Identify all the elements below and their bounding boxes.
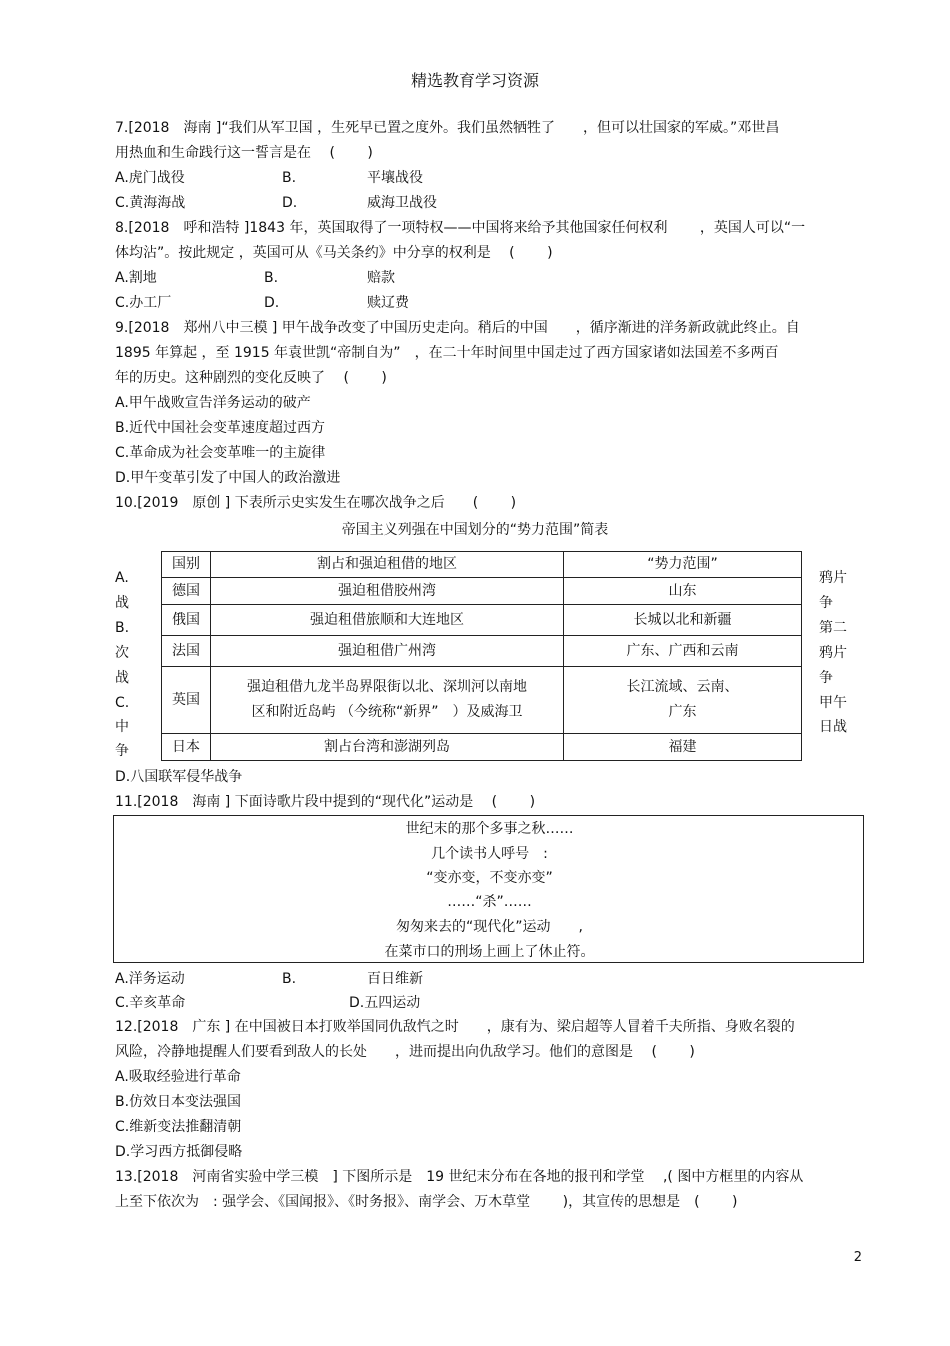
option-fragment: 战 [115, 670, 129, 686]
q9-option-a: A.甲午战败宣告洋务运动的破产 [115, 395, 311, 411]
country-cell: 日本 [162, 734, 211, 761]
territory-cell: 割占台湾和澎湖列岛 [211, 734, 564, 761]
table-header-cell: 割占和强迫租借的地区 [211, 552, 564, 578]
q12-option-d: D.学习西方抵御侵略 [115, 1144, 243, 1160]
q11-option-a: A.洋务运动 [115, 971, 185, 987]
sphere-cell: 福建 [564, 734, 802, 761]
q12-stem-line1: 12.[2018 广东 ] 在中国被日本打败举国同仇敌忾之时 ，康有为、梁启超等人冒着千夫所指、身败名裂的 [115, 1019, 795, 1035]
sphere-line: 长江流域、云南、 [626, 679, 739, 695]
q12-option-a: A.吸取经验进行革命 [115, 1069, 241, 1085]
option-fragment: 第二 [819, 620, 847, 636]
poem-line: 世纪末的那个多事之秋…… [405, 821, 574, 837]
sphere-cell: 山东 [564, 578, 802, 605]
q9-stem-line3: 年的历史。这种剧烈的变化反映了 ( ) [115, 370, 387, 386]
q13-stem-line1: 13.[2018 河南省实验中学三模 ] 下图所示是 19 世纪末分布在各地的报刊和学堂 ,( 图中方框里的内容从 [115, 1169, 804, 1185]
table-row [162, 605, 802, 636]
option-fragment: 次 [115, 645, 129, 661]
option-fragment: 争 [819, 595, 833, 611]
territory-cell: 强迫租借广州湾 [211, 636, 564, 667]
option-fragment: 争 [115, 743, 129, 759]
option-fragment: C. [115, 695, 130, 711]
q8-option-b-letter: B. [264, 270, 279, 286]
territory-cell: 强迫租借胶州湾 [211, 578, 564, 605]
sphere-cell: 长城以北和新疆 [564, 605, 802, 636]
q8-stem-line2: 体均沾”。按此规定 ，英国可从《马关条约》中分享的权利是 ( ) [115, 245, 553, 261]
table-row [162, 578, 802, 605]
q7-option-d: 威海卫战役 [367, 195, 437, 211]
q9-stem-line2: 1895 年算起 ，至 1915 年袁世凯“帝制自为” ，在二十年时间里中国走过了西方国家诸如法国差不多两百 [115, 345, 779, 361]
q11-option-b-letter: B. [282, 971, 297, 987]
table-row [162, 667, 802, 734]
q12-stem-line2: 风险，冷静地提醒人们要看到敌人的长处 ，进而提出向仇敌学习。他们的意图是 ( ) [115, 1044, 695, 1060]
territory-line: 区和附近岛屿 （今统称“新界” ）及威海卫 [251, 704, 523, 720]
q7-option-c: C.黄海海战 [115, 195, 186, 211]
sphere-cell [564, 667, 802, 734]
table-row [162, 734, 802, 761]
q10-option-d: D.八国联军侵华战争 [115, 769, 243, 785]
q7-option-b-letter: B. [282, 170, 297, 186]
q12-option-c: C.维新变法推翻清朝 [115, 1119, 242, 1135]
option-fragment: 争 [819, 670, 833, 686]
page-number: 2 [853, 1250, 862, 1265]
q8-stem-line1: 8.[2018 呼和浩特 ]1843 年，英国取得了一项特权——中国将来给予其他国家任何权利 ，英国人可以“一 [115, 220, 806, 236]
q7-option-b: 平壤战役 [367, 170, 423, 186]
poem-line: “变亦变，不变亦变” [426, 870, 553, 886]
q7-stem-line1: 7.[2018 海南 ]“我们从军卫国 ，生死早已置之度外。我们虽然牺牲了 ，但可以壮国家的军威。”邓世昌 [115, 120, 780, 136]
poem-line: 在菜市口的刑场上画上了休止符。 [384, 944, 595, 960]
q11-option-b: 百日维新 [367, 971, 423, 987]
q7-option-d-letter: D. [282, 195, 298, 211]
poem-line: 几个读书人呼号 : [431, 846, 548, 862]
country-cell: 德国 [162, 578, 211, 605]
table-header-cell: “势力范围” [564, 552, 802, 578]
q7-option-a: A.虎门战役 [115, 170, 185, 186]
q12-option-b: B.仿效日本变法强国 [115, 1094, 242, 1110]
q10-stem: 10.[2019 原创 ] 下表所示史实发生在哪次战争之后 ( ) [115, 495, 517, 511]
q11-option-d: D.五四运动 [349, 995, 421, 1011]
q8-option-b: 赔款 [367, 270, 395, 286]
sphere-line: 广东 [668, 704, 697, 720]
q11-option-c: C.辛亥革命 [115, 995, 186, 1011]
table-row [162, 636, 802, 667]
poem-line: ……“杀”…… [447, 894, 532, 910]
table-header-row [162, 552, 802, 578]
sphere-of-influence-table [161, 551, 802, 761]
option-fragment: 中 [115, 719, 129, 735]
q8-option-d: 赎辽费 [367, 295, 409, 311]
territory-cell [211, 667, 564, 734]
q9-stem-line1: 9.[2018 郑州八中三模 ] 甲午战争改变了中国历史走向。稍后的中国 ，循序渐进的洋务新政就此终止。自 [115, 320, 800, 336]
q11-stem: 11.[2018 海南 ] 下面诗歌片段中提到的“现代化”运动是 ( ) [115, 794, 536, 810]
q10-table-title: 帝国主义列强在中国划分的“势力范围”简表 [341, 522, 609, 538]
option-fragment: B. [115, 620, 130, 636]
poem-box [113, 815, 864, 963]
poem-line: 匆匆来去的“现代化”运动 , [396, 919, 583, 935]
option-fragment: 战 [115, 595, 129, 611]
q8-option-a: A.割地 [115, 270, 157, 286]
q7-stem-line2: 用热血和生命践行这一誓言是在 ( ) [115, 145, 373, 161]
option-fragment: 鸦片 [819, 570, 847, 586]
page-header: 精选教育学习资源 [410, 71, 539, 90]
q9-option-c: C.革命成为社会变革唯一的主旋律 [115, 445, 326, 461]
q8-option-c: C.办工厂 [115, 295, 172, 311]
q9-option-b: B.近代中国社会变革速度超过西方 [115, 420, 326, 436]
sphere-cell: 广东、广西和云南 [564, 636, 802, 667]
territory-line: 强迫租借九龙半岛界限街以北、深圳河以南地 [247, 679, 527, 695]
option-fragment: A. [115, 570, 129, 586]
country-cell: 俄国 [162, 605, 211, 636]
option-fragment: 鸦片 [819, 645, 847, 661]
option-fragment: 甲午 [819, 695, 847, 711]
q9-option-d: D.甲午变革引发了中国人的政治激进 [115, 470, 341, 486]
table-header-cell: 国别 [162, 552, 211, 578]
country-cell: 法国 [162, 636, 211, 667]
territory-cell: 强迫租借旅顺和大连地区 [211, 605, 564, 636]
q8-option-d-letter: D. [264, 295, 280, 311]
option-fragment: 日战 [819, 719, 847, 735]
country-cell: 英国 [162, 667, 211, 734]
q13-stem-line2: 上至下依次为 : 强学会、《国闻报》、《时务报》、南学会、万木草堂 )，其宣传的思想是 ( ) [115, 1194, 738, 1210]
